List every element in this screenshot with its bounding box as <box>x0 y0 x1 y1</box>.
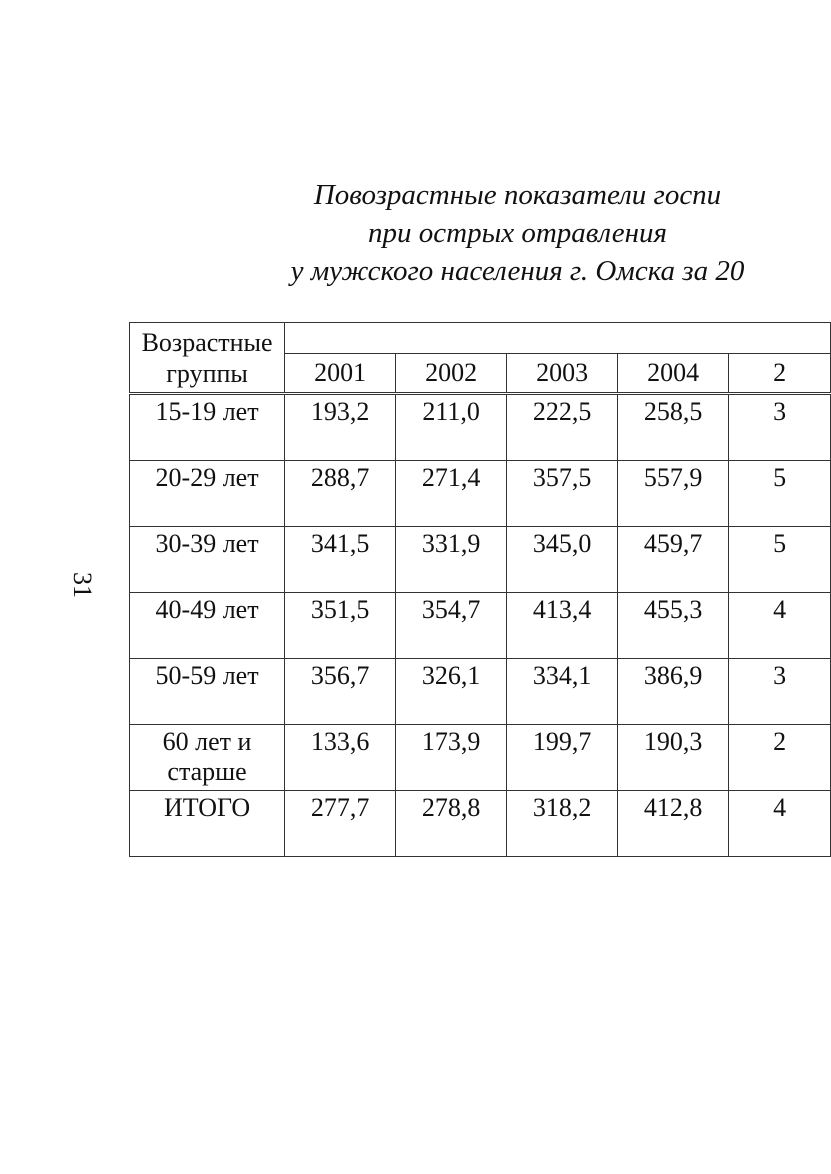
value-cell: 5 <box>729 461 831 527</box>
value-cell: 288,7 <box>285 461 396 527</box>
years-span-header <box>285 323 831 354</box>
value-cell: 331,9 <box>396 527 507 593</box>
value-cell: 199,7 <box>507 725 618 791</box>
value-cell: 5 <box>729 527 831 593</box>
value-cell: 356,7 <box>285 659 396 725</box>
table-row-total <box>130 791 831 857</box>
value-cell: 455,3 <box>618 593 729 659</box>
age-group-cell: 50-59 лет <box>130 659 285 725</box>
value-cell: 412,8 <box>618 791 729 857</box>
table-row <box>130 527 831 593</box>
table-row <box>130 725 831 791</box>
age-group-cell: 30-39 лет <box>130 527 285 593</box>
data-table-wrapper <box>129 322 831 857</box>
value-cell: 386,9 <box>618 659 729 725</box>
value-cell: 334,1 <box>507 659 618 725</box>
title-line-2: при острых отравления <box>368 217 667 249</box>
year-header: 2 <box>729 354 831 394</box>
value-cell: 277,7 <box>285 791 396 857</box>
age-group-cell: 60 лет и старше <box>130 725 285 791</box>
table-row <box>130 394 831 461</box>
value-cell: 3 <box>729 394 831 461</box>
value-cell: 222,5 <box>507 394 618 461</box>
data-table <box>129 322 831 857</box>
value-cell: 557,9 <box>618 461 729 527</box>
table-title <box>0 176 831 290</box>
value-cell: 413,4 <box>507 593 618 659</box>
table-row <box>130 659 831 725</box>
value-cell: 271,4 <box>396 461 507 527</box>
value-cell: 345,0 <box>507 527 618 593</box>
value-cell: 2 <box>729 725 831 791</box>
value-cell: 278,8 <box>396 791 507 857</box>
value-cell: 459,7 <box>618 527 729 593</box>
age-group-cell: 20-29 лет <box>130 461 285 527</box>
value-cell: 190,3 <box>618 725 729 791</box>
value-cell: 318,2 <box>507 791 618 857</box>
value-cell: 4 <box>729 791 831 857</box>
title-line-3: у мужского населения г. Омска за 20 <box>290 255 745 287</box>
value-cell: 173,9 <box>396 725 507 791</box>
value-cell: 133,6 <box>285 725 396 791</box>
value-cell: 351,5 <box>285 593 396 659</box>
age-group-cell: ИТОГО <box>130 791 285 857</box>
value-cell: 341,5 <box>285 527 396 593</box>
value-cell: 211,0 <box>396 394 507 461</box>
title-line-1: Повозрастные показатели госпи <box>313 179 722 211</box>
value-cell: 357,5 <box>507 461 618 527</box>
age-group-header: Возрастные группы <box>130 323 285 394</box>
table-row <box>130 593 831 659</box>
year-header: 2004 <box>618 354 729 394</box>
value-cell: 326,1 <box>396 659 507 725</box>
age-group-cell: 40-49 лет <box>130 593 285 659</box>
value-cell: 258,5 <box>618 394 729 461</box>
value-cell: 354,7 <box>396 593 507 659</box>
value-cell: 4 <box>729 593 831 659</box>
table-row <box>130 461 831 527</box>
page-number: 31 <box>68 572 97 598</box>
value-cell: 193,2 <box>285 394 396 461</box>
year-header: 2002 <box>396 354 507 394</box>
year-header: 2003 <box>507 354 618 394</box>
age-group-cell: 15-19 лет <box>130 394 285 461</box>
year-header: 2001 <box>285 354 396 394</box>
value-cell: 3 <box>729 659 831 725</box>
